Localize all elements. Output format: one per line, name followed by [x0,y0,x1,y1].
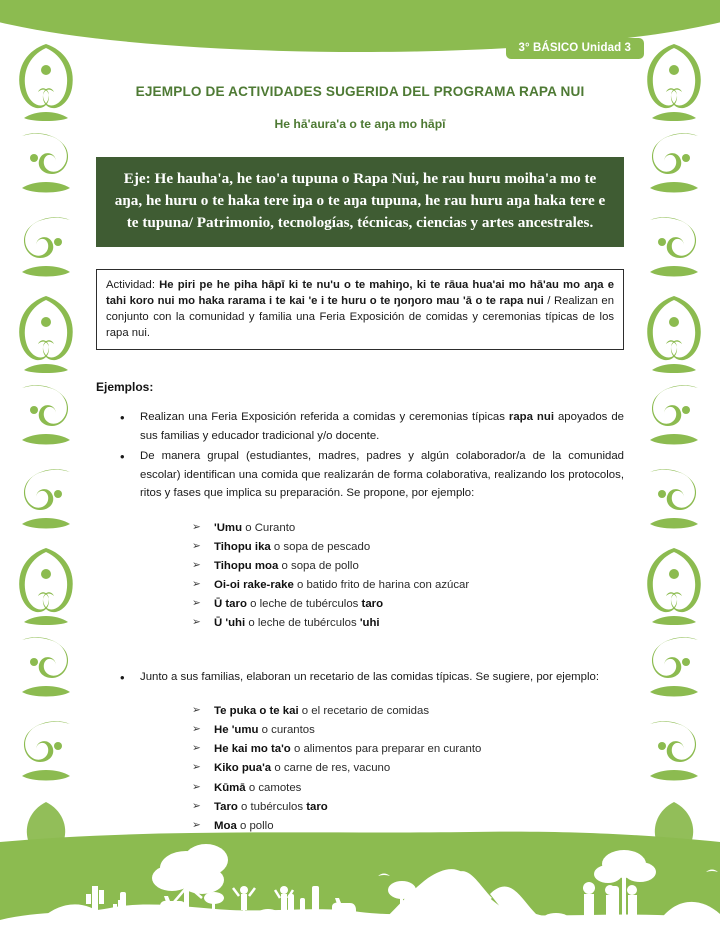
term-rapanui: Kūmā [214,781,246,794]
emphasis-text: rapa nui [508,411,554,424]
term-rapanui: He 'umu [214,724,259,737]
list-item [96,408,624,445]
term-rapanui: Te puka o te kai [214,704,299,717]
term-rapanui: Kiko pua'a [214,762,272,775]
list-item [96,702,624,721]
ejemplos-heading: Ejemplos: [96,380,154,395]
list-item [96,614,624,633]
term-rapanui: Tihopu ika [214,540,271,553]
list-item [96,721,624,740]
body-text: apoyados de sus familias y educador tradicional y/o docente. [140,411,625,442]
term-rapanui: Taro [214,800,238,813]
eje-box: Eje: He hauha'a, he tao'a tupuna o Rapa Nui, he rau huru moiha'a mo te aŋa, he huru o te haka tere iŋa o te aŋa tupuna, he rau huru aŋa haka tere e te tupuna/ Patrimonio, tecnologías, técnicas, ciencias y artes ancestrales. [96,157,624,247]
term-rapanui-trailing: taro [361,598,384,611]
term-translation: o alimentos para preparar en curanto [290,743,482,756]
list-item [96,447,624,502]
term-translation: o sopa de pescado [270,540,371,553]
term-rapanui: Tihopu moa [214,559,279,572]
page-subtitle: He hā'aura'a o te aŋa mo hāpī [274,117,446,131]
list-item [96,798,624,817]
recetario-list [96,702,624,836]
term-rapanui-trailing: taro [306,800,328,813]
actividad-separator: / [543,295,554,308]
body-text: Junto a sus familias, elaboran un recetario de las comidas típicas. Se sugiere, por ejemplo: [140,670,600,683]
term-translation: o leche de tubérculos [245,617,360,630]
term-rapanui: He kai mo ta'o [214,743,291,756]
actividad-spanish-text: Realizan en conjunto con la comunidad y familia una Feria Exposición de comidas y ceremonias típicas de los rapa nui. [106,295,614,340]
term-rapanui: Ū 'uhi [214,617,246,630]
term-translation: o pollo [236,819,274,832]
actividad-label: Actividad: [106,279,160,292]
actividad-box [96,269,624,350]
list-item [96,779,624,798]
term-translation: o batido frito de harina con azúcar [293,579,470,592]
term-rapanui: Ū taro [214,598,247,611]
list-item [96,759,624,778]
body-text: Realizan una Feria Exposición referida a comidas y ceremonias típicas [140,411,509,424]
term-rapanui: 'Umu [214,521,243,534]
ejemplos-bullet-list-two [96,668,624,686]
term-translation: o Curanto [242,521,296,534]
actividad-rapanui-text: He piri pe he piha hāpī ki te nu'u o te mahiŋo, ki te rāua hua'ai mo hā'au mo aŋa e tahi koro nui mo haka rarama i te kai 'e i te huru o te ŋoŋoro mau 'ā o te rapa nui [106,279,614,308]
term-translation: o camotes [245,781,302,794]
term-rapanui: Oi-oi rake-rake [214,579,294,592]
term-translation: o leche de tubérculos [246,598,362,611]
list-item [96,576,624,595]
term-translation: o carne de res, vacuno [271,762,391,775]
list-item [96,557,624,576]
term-rapanui-trailing: 'uhi [359,617,380,630]
body-text: De manera grupal (estudiantes, madres, padres y algún colaborador/a de la comunidad escolar) identifican una comida que realizarán de forma colaborativa, realizando los protocolos, ritos y fases que implica su preparación. Se propone, por ejemplo: [140,450,624,500]
list-item [96,595,624,614]
term-translation: o tubérculos [237,800,307,813]
footer-illustration [0,828,720,932]
unit-badge: 3° BÁSICO Unidad 3 [506,38,644,59]
ejemplos-bullet-list-one [96,408,624,502]
page-title: EJEMPLO DE ACTIVIDADES SUGERIDA DEL PROGRAMA RAPA NUI [135,84,585,99]
term-translation: o curantos [258,724,315,737]
list-item [96,538,624,557]
term-translation: o sopa de pollo [278,559,359,572]
list-spacer [96,634,624,654]
list-item [96,519,624,538]
list-item [96,740,624,759]
term-rapanui: Moa [214,819,237,832]
list-item [96,668,624,686]
term-translation: o el recetario de comidas [298,704,430,717]
comidas-list [96,519,624,634]
